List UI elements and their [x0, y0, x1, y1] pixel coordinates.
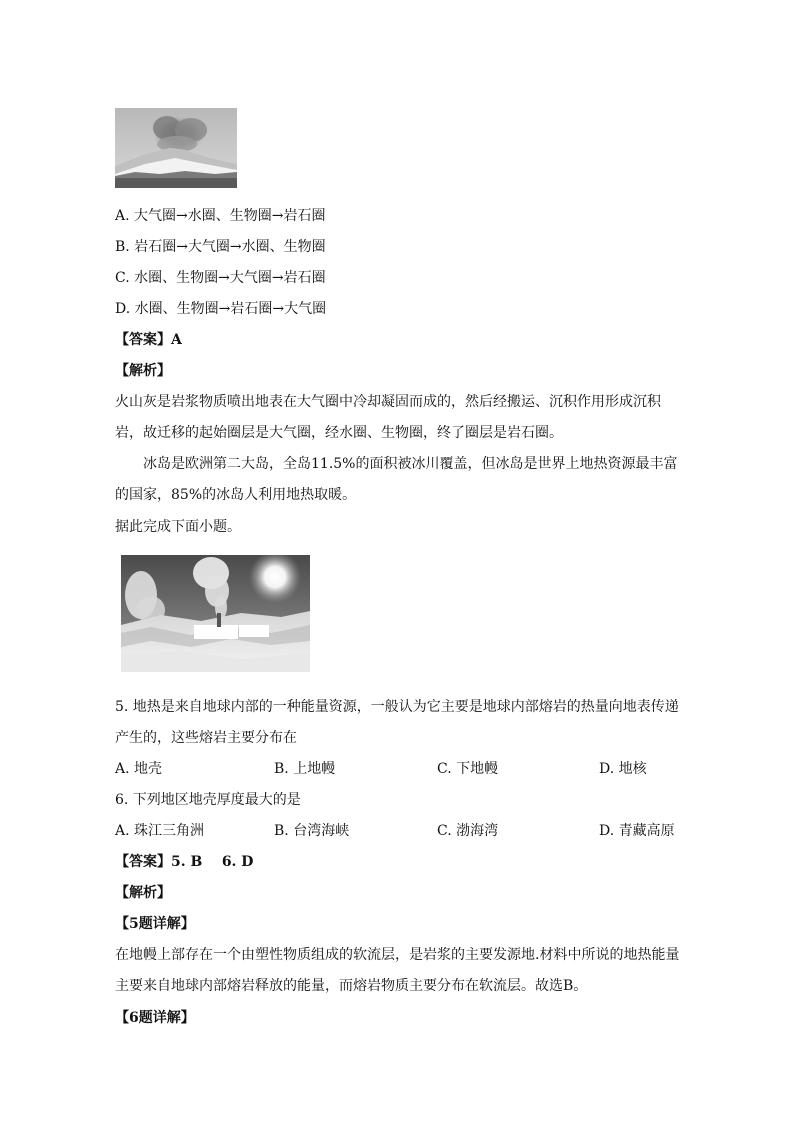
q5-option-b: B. 上地幔 [274, 761, 336, 777]
q4-option-c: C. 水圈、生物圈→大气圈→岩石圈 [115, 270, 326, 286]
q6-option-d: D. 青藏高原 [599, 823, 675, 839]
q4-analysis-heading: 【解析】 [115, 363, 171, 379]
q4-option-a: A. 大气圈→水圈、生物圈→岩石圈 [115, 208, 326, 224]
detail5-heading: 【5题详解】 [115, 916, 195, 932]
q5-stem-line1: 5. 地热是来自地球内部的一种能量资源，一般认为它主要是地球内部熔岩的热量向地表传递 [115, 699, 679, 715]
q5-option-d: D. 地核 [599, 761, 647, 777]
q5-option-a: A. 地壳 [115, 761, 163, 777]
q6-option-b: B. 台湾海峡 [274, 823, 350, 839]
q6-stem: 6. 下列地区地壳厚度最大的是 [115, 792, 301, 808]
q4-answer: 【答案】A [115, 332, 182, 348]
q6-option-a: A. 珠江三角洲 [115, 823, 205, 839]
answers: 【答案】5. B 6. D [115, 854, 254, 870]
analysis-heading: 【解析】 [115, 885, 171, 901]
q5-option-c: C. 下地幔 [437, 761, 499, 777]
material-instruction: 据此完成下面小题。 [115, 519, 241, 535]
q4-option-b: B. 岩石圈→大气圈→水圈、生物圈 [115, 239, 326, 255]
q5-stem-line2: 产生的，这些熔岩主要分布在 [115, 730, 297, 746]
q6-option-c: C. 渤海湾 [437, 823, 499, 839]
q4-option-d: D. 水圈、生物圈→岩石圈→大气圈 [115, 301, 327, 317]
geothermal-photo [121, 555, 310, 672]
q4-analysis-text: 火山灰是岩浆物质喷出地表在大气圈中冷却凝固而成的，然后经搬运、沉积作用形成沉积岩，故迁移的起始圈层是大气圈，经水圈、生物圈，终了圈层是岩石圈。 [115, 394, 661, 441]
detail6-heading: 【6题详解】 [115, 1010, 195, 1026]
material-paragraph: 冰岛是欧洲第二大岛，全岛11.5%的面积被冰川覆盖，但冰岛是世界上地热资源最丰富的国家，85%的冰岛人利用地热取暖。 [115, 456, 678, 503]
detail5-text: 在地幔上部存在一个由塑性物质组成的软流层，是岩浆的主要发源地.材料中所说的地热能量主要来自地球内部熔岩释放的能量，而熔岩物质主要分布在软流层。故选B。 [115, 947, 680, 994]
volcano-photo [115, 108, 237, 188]
